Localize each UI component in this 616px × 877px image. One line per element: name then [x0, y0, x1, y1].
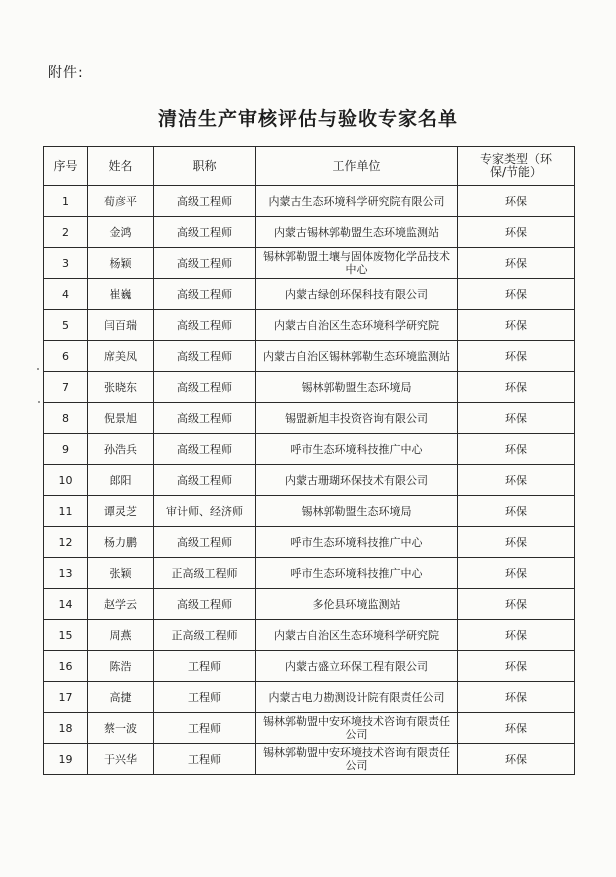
cell-unit: 锡林郭勒盟生态环境局 [256, 372, 458, 403]
cell-type: 环保 [458, 248, 575, 279]
cell-no: 1 [44, 186, 88, 217]
cell-name: 高捷 [88, 682, 154, 713]
header-unit: 工作单位 [256, 147, 458, 186]
table-row [44, 341, 575, 372]
cell-title: 工程师 [154, 713, 256, 744]
cell-unit: 呼市生态环境科技推广中心 [256, 558, 458, 589]
cell-unit: 内蒙古生态环境科学研究院有限公司 [256, 186, 458, 217]
cell-no: 13 [44, 558, 88, 589]
cell-unit: 内蒙古锡林郭勒盟生态环境监测站 [256, 217, 458, 248]
cell-no: 15 [44, 620, 88, 651]
cell-type: 环保 [458, 558, 575, 589]
table-row [44, 217, 575, 248]
cell-type: 环保 [458, 403, 575, 434]
cell-unit: 锡林郭勒盟土壤与固体废物化学品技术中心 [256, 248, 458, 279]
cell-title: 高级工程师 [154, 248, 256, 279]
cell-title: 高级工程师 [154, 403, 256, 434]
cell-title: 高级工程师 [154, 372, 256, 403]
cell-unit: 内蒙古电力勘测设计院有限责任公司 [256, 682, 458, 713]
scan-speck [37, 368, 39, 370]
cell-type: 环保 [458, 713, 575, 744]
cell-title: 审计师、经济师 [154, 496, 256, 527]
scan-speck [38, 401, 40, 403]
cell-type: 环保 [458, 589, 575, 620]
cell-name: 谭灵芝 [88, 496, 154, 527]
cell-name: 赵学云 [88, 589, 154, 620]
cell-name: 郎阳 [88, 465, 154, 496]
table-row [44, 558, 575, 589]
cell-unit: 内蒙古自治区生态环境科学研究院 [256, 310, 458, 341]
table-row [44, 434, 575, 465]
cell-name: 张颖 [88, 558, 154, 589]
cell-no: 11 [44, 496, 88, 527]
cell-type: 环保 [458, 465, 575, 496]
cell-type: 环保 [458, 217, 575, 248]
cell-no: 6 [44, 341, 88, 372]
table-row [44, 372, 575, 403]
table-header-row [44, 147, 575, 186]
cell-name: 张晓东 [88, 372, 154, 403]
cell-type: 环保 [458, 651, 575, 682]
cell-title: 高级工程师 [154, 217, 256, 248]
cell-unit: 锡林郭勒盟中安环境技术咨询有限责任公司 [256, 744, 458, 775]
attachment-label: 附件: [48, 65, 84, 81]
cell-name: 周燕 [88, 620, 154, 651]
cell-name: 崔巍 [88, 279, 154, 310]
table-row [44, 465, 575, 496]
table-row [44, 682, 575, 713]
cell-unit: 内蒙古自治区生态环境科学研究院 [256, 620, 458, 651]
table-row [44, 620, 575, 651]
cell-type: 环保 [458, 682, 575, 713]
cell-unit: 内蒙古盛立环保工程有限公司 [256, 651, 458, 682]
cell-no: 17 [44, 682, 88, 713]
cell-no: 4 [44, 279, 88, 310]
cell-name: 杨力鹏 [88, 527, 154, 558]
cell-title: 正高级工程师 [154, 620, 256, 651]
cell-name: 陈浩 [88, 651, 154, 682]
header-title: 职称 [154, 147, 256, 186]
cell-type: 环保 [458, 186, 575, 217]
cell-name: 荀彦平 [88, 186, 154, 217]
header-no: 序号 [44, 147, 88, 186]
cell-type: 环保 [458, 434, 575, 465]
cell-title: 高级工程师 [154, 589, 256, 620]
table-row [44, 527, 575, 558]
cell-type: 环保 [458, 620, 575, 651]
table-row [44, 248, 575, 279]
cell-no: 5 [44, 310, 88, 341]
cell-title: 高级工程师 [154, 186, 256, 217]
cell-title: 工程师 [154, 744, 256, 775]
cell-unit: 内蒙古自治区锡林郭勒生态环境监测站 [256, 341, 458, 372]
document-title: 清洁生产审核评估与验收专家名单 [157, 108, 458, 130]
cell-type: 环保 [458, 341, 575, 372]
cell-unit: 呼市生态环境科技推广中心 [256, 434, 458, 465]
cell-name: 孙浩兵 [88, 434, 154, 465]
cell-type: 环保 [458, 372, 575, 403]
cell-unit: 内蒙古珊瑚环保技术有限公司 [256, 465, 458, 496]
cell-name: 闫百瑞 [88, 310, 154, 341]
cell-no: 12 [44, 527, 88, 558]
cell-name: 于兴华 [88, 744, 154, 775]
table-row [44, 744, 575, 775]
header-type: 专家类型（环保/节能） [458, 147, 575, 186]
cell-unit: 锡盟新旭丰投资咨询有限公司 [256, 403, 458, 434]
cell-no: 3 [44, 248, 88, 279]
cell-unit: 锡林郭勒盟生态环境局 [256, 496, 458, 527]
cell-no: 2 [44, 217, 88, 248]
cell-type: 环保 [458, 496, 575, 527]
table-row [44, 310, 575, 341]
cell-no: 10 [44, 465, 88, 496]
cell-title: 工程师 [154, 682, 256, 713]
cell-type: 环保 [458, 527, 575, 558]
cell-no: 19 [44, 744, 88, 775]
cell-name: 倪景旭 [88, 403, 154, 434]
cell-title: 正高级工程师 [154, 558, 256, 589]
cell-no: 8 [44, 403, 88, 434]
cell-type: 环保 [458, 744, 575, 775]
cell-no: 9 [44, 434, 88, 465]
expert-table [43, 146, 575, 775]
cell-unit: 多伦县环境监测站 [256, 589, 458, 620]
cell-type: 环保 [458, 279, 575, 310]
cell-name: 杨颖 [88, 248, 154, 279]
table-row [44, 713, 575, 744]
cell-name: 金鸿 [88, 217, 154, 248]
cell-unit: 锡林郭勒盟中安环境技术咨询有限责任公司 [256, 713, 458, 744]
cell-name: 蔡一波 [88, 713, 154, 744]
cell-unit: 内蒙古绿创环保科技有限公司 [256, 279, 458, 310]
cell-no: 7 [44, 372, 88, 403]
cell-title: 高级工程师 [154, 310, 256, 341]
table-row [44, 186, 575, 217]
cell-no: 18 [44, 713, 88, 744]
cell-title: 高级工程师 [154, 434, 256, 465]
cell-title: 高级工程师 [154, 279, 256, 310]
table-row [44, 496, 575, 527]
cell-title: 工程师 [154, 651, 256, 682]
header-name: 姓名 [88, 147, 154, 186]
cell-title: 高级工程师 [154, 527, 256, 558]
table-row [44, 651, 575, 682]
cell-name: 席美凤 [88, 341, 154, 372]
cell-no: 14 [44, 589, 88, 620]
cell-type: 环保 [458, 310, 575, 341]
table-row [44, 403, 575, 434]
table-row [44, 279, 575, 310]
cell-title: 高级工程师 [154, 341, 256, 372]
cell-title: 高级工程师 [154, 465, 256, 496]
cell-no: 16 [44, 651, 88, 682]
table-row [44, 589, 575, 620]
cell-unit: 呼市生态环境科技推广中心 [256, 527, 458, 558]
